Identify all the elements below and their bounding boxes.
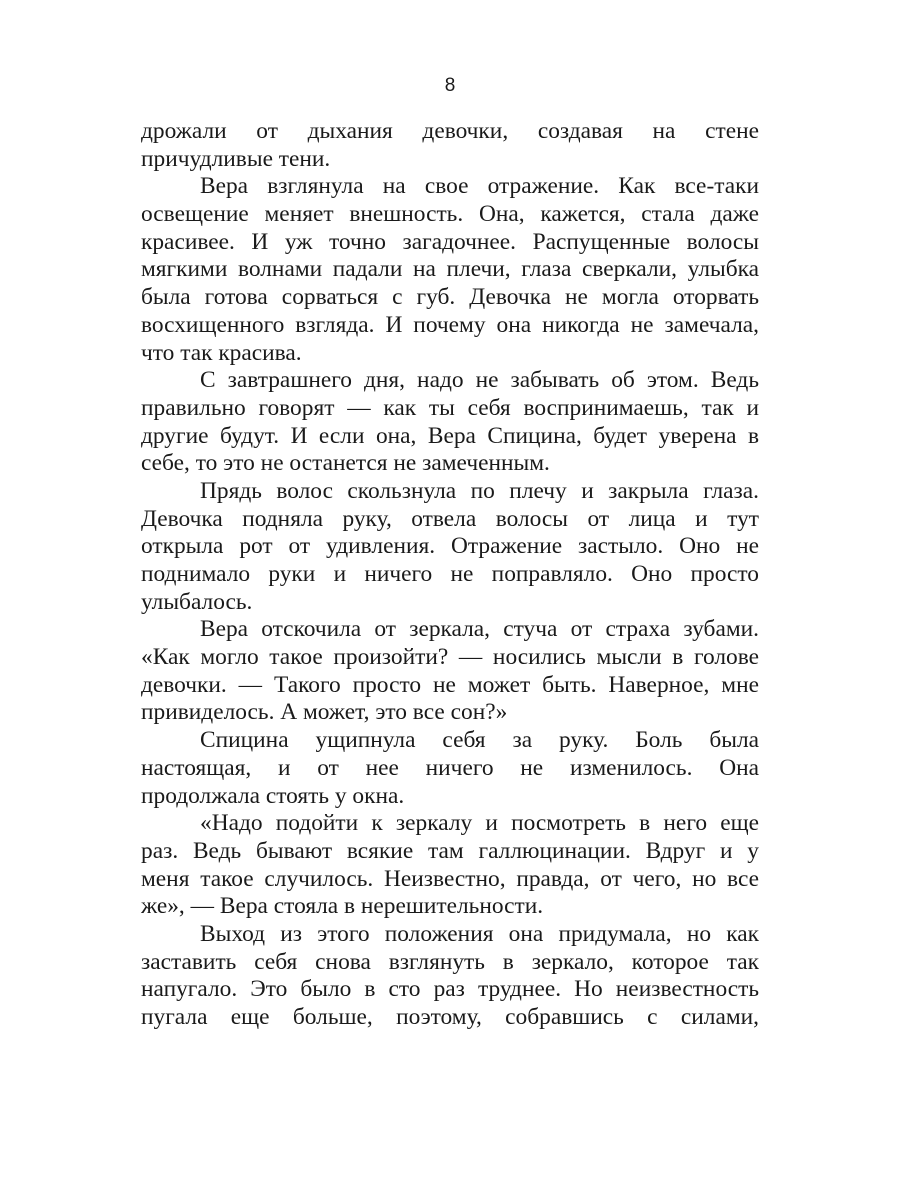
- paragraph: [141, 810, 759, 921]
- paragraph: [141, 478, 759, 616]
- text-line: Прядь волос скользнула по плечу и закрыла глаза.: [200, 477, 759, 504]
- paragraph: [141, 173, 759, 367]
- text-line: настоящая, и от нее ничего не изменилось. Она: [141, 754, 759, 781]
- text-line: Вера отскочила от зеркала, стуча от страха зубами.: [200, 616, 759, 643]
- text-line: заставить себя снова взглянуть в зеркало, которое так: [141, 948, 759, 975]
- text-line: улыбалось.: [141, 588, 253, 615]
- text-line: меня такое случилось. Неизвестно, правда, от чего, но все: [141, 865, 759, 892]
- text-line: Девочка подняла руку, отвела волосы от лица и тут: [141, 505, 759, 532]
- paragraph: [141, 727, 759, 810]
- text-line: «Как могло такое произойти? — носились мысли в голове: [141, 644, 759, 671]
- text-line: привиделось. А может, это все сон?»: [141, 699, 508, 726]
- text-line: была готова сорваться с губ. Девочка не могла оторвать: [141, 284, 759, 311]
- text-line: мягкими волнами падали на плечи, глаза сверкали, улыбка: [141, 256, 759, 283]
- text-line: правильно говорят — как ты себя воспринимаешь, так и: [141, 394, 759, 421]
- text-line: Спицина ущипнула себя за руку. Боль была: [200, 727, 759, 754]
- text-line: же», — Вера стояла в нерешительности.: [141, 893, 544, 920]
- text-line: девочки. — Такого просто не может быть. Наверное, мне: [141, 671, 759, 698]
- text-line: освещение меняет внешность. Она, кажется, стала даже: [141, 201, 759, 228]
- text-line: поднимало руки и ничего не поправляло. Оно просто: [141, 561, 759, 587]
- text-line: себе, то это не останется не замеченным.: [141, 450, 550, 477]
- body-text: [141, 118, 759, 1032]
- page-number: 8: [444, 75, 456, 96]
- text-line: что так красива.: [141, 339, 302, 366]
- paragraph: [141, 921, 759, 1032]
- text-line: пугала еще больше, поэтому, собравшись с силами,: [141, 1004, 759, 1030]
- text-line: напугало. Это было в сто раз труднее. Но неизвестность: [141, 976, 759, 1003]
- text-line: восхищенного взгляда. И почему она никогда не замечала,: [141, 311, 759, 338]
- paragraph: [141, 616, 759, 727]
- text-line: красивее. И уж точно загадочнее. Распущенные волосы: [141, 228, 759, 255]
- text-line: дрожали от дыхания девочки, создавая на стене: [141, 118, 759, 144]
- text-line: Выход из этого положения она придумала, но как: [200, 920, 759, 947]
- paragraph: [141, 118, 759, 173]
- paragraph: [141, 367, 759, 478]
- text-line: открыла рот от удивления. Отражение застыло. Оно не: [141, 533, 759, 560]
- text-line: раз. Ведь бывают всякие там галлюцинации. Вдруг и у: [141, 837, 759, 864]
- text-line: Вера взглянула на свое отражение. Как все-таки: [200, 173, 759, 200]
- text-line: С завтрашнего дня, надо не забывать об этом. Ведь: [200, 367, 759, 394]
- text-line: «Надо подойти к зеркалу и посмотреть в него еще: [200, 810, 759, 837]
- text-line: причудливые тени.: [141, 145, 331, 172]
- text-line: продолжала стоять у окна.: [141, 782, 405, 809]
- text-line: другие будут. И если она, Вера Спицина, будет уверена в: [141, 422, 759, 449]
